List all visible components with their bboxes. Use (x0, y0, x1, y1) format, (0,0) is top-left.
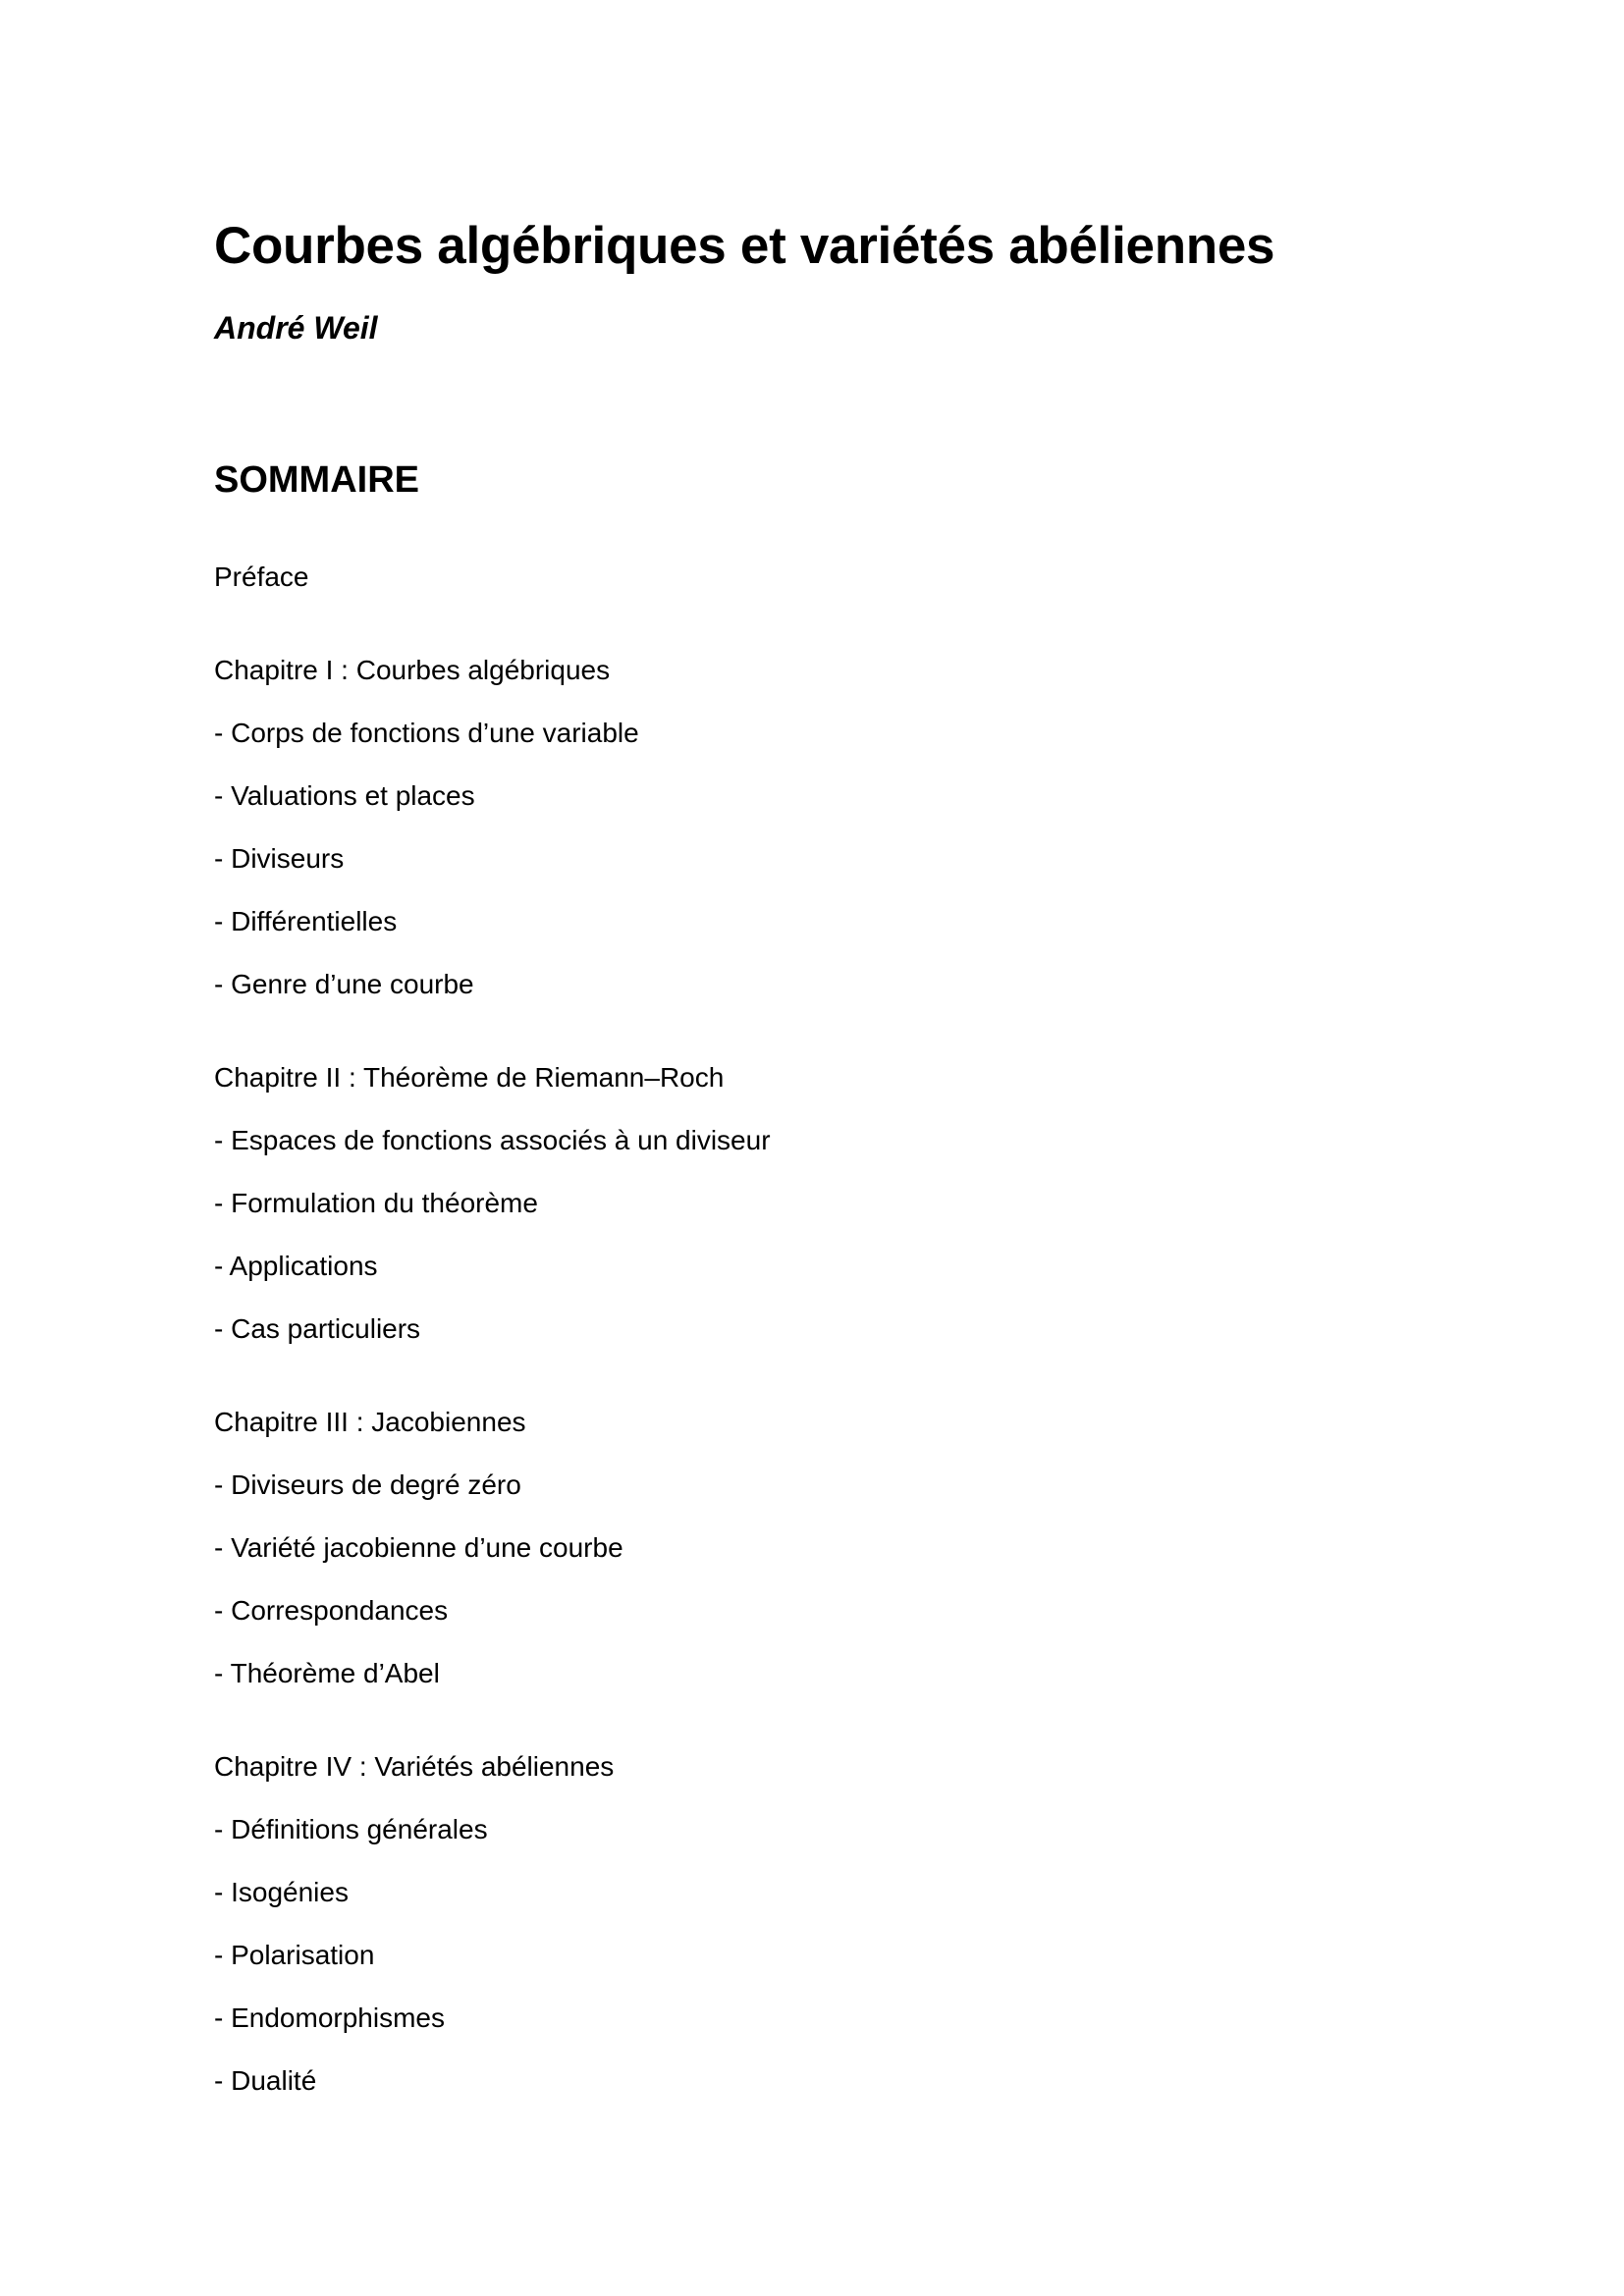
toc-section-item: - Diviseurs de degré zéro (214, 1469, 521, 1500)
toc-section-item: - Cas particuliers (214, 1313, 421, 1344)
toc-preface: Préface (214, 561, 309, 592)
toc-chapter-group (214, 1391, 771, 1705)
toc-section-item: - Différentielles (214, 906, 398, 936)
toc-section-item: - Genre d’une courbe (214, 969, 474, 999)
author-name: André Weil (214, 310, 378, 346)
toc-chapter-title: Chapitre III : Jacobiennes (214, 1407, 526, 1437)
toc-section-item: - Théorème d’Abel (214, 1658, 440, 1688)
toc-section-item: - Diviseurs (214, 843, 345, 874)
toc-section-item: - Correspondances (214, 1595, 449, 1626)
toc-chapter-group (214, 1046, 771, 1361)
table-of-contents (214, 546, 771, 2112)
toc-section-item: - Isogénies (214, 1877, 349, 1907)
toc-section-item: - Définitions générales (214, 1814, 488, 1844)
toc-section-item: - Espaces de fonctions associés à un diviseur (214, 1125, 771, 1155)
toc-section-item: - Polarisation (214, 1940, 375, 1970)
toc-heading: SOMMAIRE (214, 459, 419, 501)
toc-section-item: - Applications (214, 1251, 378, 1281)
toc-section-item: - Endomorphismes (214, 2002, 445, 2033)
toc-section-item: - Dualité (214, 2065, 317, 2096)
toc-section-item: - Variété jacobienne d’une courbe (214, 1532, 623, 1563)
toc-chapter-group (214, 639, 771, 1016)
toc-chapter-title: Chapitre II : Théorème de Riemann–Roch (214, 1062, 725, 1093)
toc-chapter-title: Chapitre I : Courbes algébriques (214, 655, 611, 685)
toc-section-item: - Formulation du théorème (214, 1188, 538, 1218)
toc-section-item: - Corps de fonctions d’une variable (214, 718, 639, 748)
document-title: Courbes algébriques et variétés abéliennes (214, 217, 1275, 275)
toc-chapter-group (214, 1735, 771, 2112)
toc-section-item: - Valuations et places (214, 780, 475, 811)
toc-chapter-title: Chapitre IV : Variétés abéliennes (214, 1751, 615, 1782)
